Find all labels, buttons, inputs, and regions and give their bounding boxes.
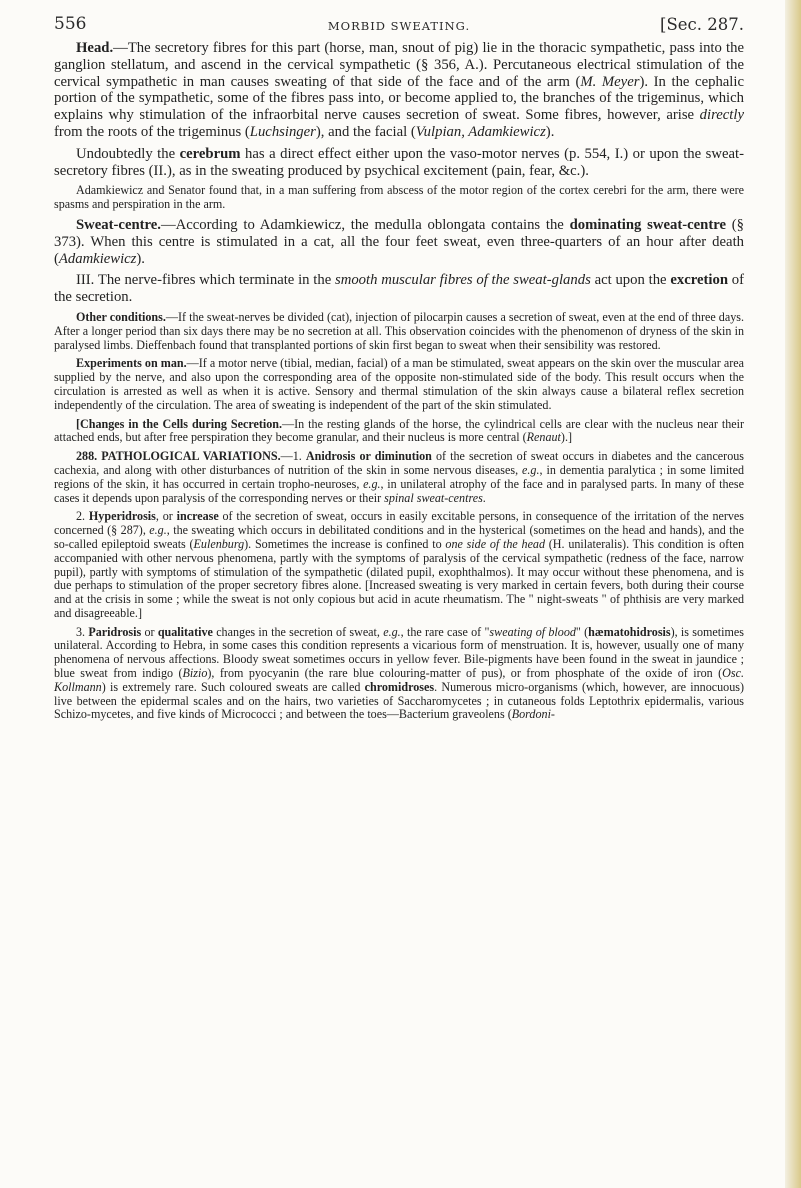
page-body [54,40,744,727]
bold-term: Anidrosis or diminution [305,449,432,464]
text-run: Undoubtedly the [76,145,180,162]
italic-term: Eulenburg [193,536,245,551]
italic-term: e.g. [363,476,381,491]
bold-term: cerebrum [179,145,241,162]
page-number: 556 [54,14,87,34]
bold-term: Sweat-centre. [76,216,161,233]
bold-term: Hyperidrosis [88,509,156,524]
text-run: act upon the [590,272,671,289]
bold-term: Paridrosis [88,624,142,639]
italic-term: Renaut [526,430,561,445]
text-run: of the secretion. [54,272,744,306]
text-run: . [482,490,486,505]
italic-term: Vulpian, Adamkiewicz [415,123,546,140]
italic-term: directly [699,107,744,124]
text-run: changes in the secretion of sweat, [212,624,384,639]
section-label: [Sec. 287. [660,15,744,34]
text-run: , in unilateral atrophy of the face and in paralysed parts. In many of these cases it depends upon paralysis of the corresponding nerves or their [54,476,744,505]
paragraph [54,272,744,306]
page-header [54,12,744,40]
bold-term: chromidroses [364,679,435,694]
text-run: ), and the facial ( [315,123,416,140]
italic-term: M. Meyer [580,73,640,90]
text-run: ). [545,123,555,140]
bold-term: 288. PATHOLOGICAL VARIATIONS. [76,449,281,464]
italic-term: Bizio [182,666,208,681]
text-run: —If the sweat-nerves be divided (cat), injection of pilocarpin causes a secretion of sweat, even at the end of three days. After a longer period than six days there may be no secretion at all. This observation coincides with the phenomenon of dryness of the skin in paralysed limbs. Dieffenbach found that transplanted portions of skin first began to sweat when their sensibility was restored. [54,309,744,352]
bold-term: Head. [76,40,114,56]
italic-term: sweating of blood [489,624,576,639]
text-run: 3. [76,624,89,639]
italic-term: Luchsinger [249,123,316,140]
text-run: —The secretory fibres for this part (horse, man, snout of pig) lie in the thoracic sympathetic, pass into the ganglion stellatum, and ascend in the cervical sympathetic (§ 356, A.). Percutaneous electrical stimulation of the cervical sympathetic in man causes sweating of that side of the face and of the arm ( [54,40,744,90]
text-run: ) is extremely rare. Such coloured sweats are called [101,679,365,694]
bold-term: excretion [670,272,728,289]
italic-term: one side of the head [445,536,546,551]
page-edge [785,0,801,1188]
text-run: or [141,624,158,639]
text-run: ), is sometimes unilateral. According to Hebra, in some cases this condition represents a vicarious form of menstruation. It is, however, usually one of many phenomena of nervous affections. Bloody sweat sometimes occurs in yellow fever. Bile-pigments have been found in the sweat in jaundice ; blue sweat from indigo ( [54,624,744,681]
text-run: . Numerous micro-organisms (which, however, are innocuous) live between the epidermal scales and on the hairs, two varieties of Saccharomycetes ; in cutaneous folds Leptothrix epidermalis, various Schizo-mycetes, and five kinds of Micrococci ; and between the toes—Bacterium graveolens ( [54,679,744,722]
italic-term: spinal sweat-centres [384,490,483,505]
paragraph [54,510,744,620]
italic-term: e.g. [149,523,167,538]
running-title: MORBID SWEATING. [327,19,471,33]
text-run: has a direct effect either upon the vaso-motor nerves (p. 554, I.) or upon the sweat-secretory fibres (II.), as in the sweating produced by psychical excitement (pain, fear, &c.). [54,145,744,179]
text-run: III. The nerve-fibres which terminate in the [76,272,336,289]
text-run: 2. [76,509,89,524]
italic-term: e.g. [383,624,401,639]
text-run: " ( [575,624,589,639]
bold-term: Other conditions. [76,309,166,324]
text-run: , or [155,509,177,524]
italic-term: e.g. [522,462,540,477]
bold-term: hæmatohidrosis [588,624,671,639]
text-run: ). [136,250,145,267]
text-run: Adamkiewicz and Senator found that, in a man suffering from abscess of the motor region of the cortex cerebri for the arm, there were spasms and perspiration in the arm. [54,183,744,212]
italic-term: Bordoni- [511,707,555,722]
text-run: —According to Adamkiewicz, the medulla oblongata contains the [160,216,570,233]
bold-term: [Changes in the Cells during Secretion. [76,416,283,431]
paragraph [54,626,744,723]
text-run: (H. unilateralis). This condition is often accompanied with other nervous phenomena, partly with the symptoms of paralysis of the cervical sympathetic (redness of the face, narrow pupil), partly with symptoms of stimulation of the sympathetic (dilated pupil, exophthalmos). It may occur without these phenomena, and is due perhaps to stimulation of the proper secretory fibres alone. [Increased sweating is very marked in certain fevers, both during their course and at the crisis in some ; while the sweat is not only copious but acid in acute rheumatism. The " night-sweats " of phthisis are very marked and disagreeable.] [54,536,744,620]
italic-term: Adamkiewicz [58,250,137,267]
text-run: —In the resting glands of the horse, the cylindrical cells are clear with the nucleus near their attached ends, but after free perspiration they become granular, and their nucleus is more central ( [54,416,745,445]
text-run: of the secretion of sweat, occurs in easily excitable persons, in consequence of the irritation of the nerves concerned (§ 287), [54,509,745,538]
text-run: from the roots of the trigeminus ( [54,123,250,140]
text-run: (§ 373). When this centre is stimulated in a cat, all the four feet sweat, even three-quarters of an hour after death ( [54,216,744,267]
text-run: ).] [560,430,572,445]
paragraph [54,311,744,352]
italic-term: smooth muscular fibres of the sweat-glands [335,272,591,289]
bold-term: increase [176,509,219,524]
paragraph [54,184,744,212]
text-run: , in dementia paralytica ; in some limited regions of the skin, it has occurred in certain tropho-neuroses, [54,462,744,491]
text-run: , the sweating which occurs in debilitated conditions and in the hysterical (sometimes on the head and hands), and the so-called epileptoid sweats ( [54,523,744,551]
paragraph [54,146,744,180]
text-run: —If a motor nerve (tibial, median, facial) of a man be stimulated, sweat appears on the skin over the muscular area supplied by the nerve, and also upon the corresponding area of the opposite non-stimulated side of the body. This result occurs when the circulation is arrested as well as when it is active. Sensory and thermal stimulation of the skin always cause a bilateral reflex secretion independently of the circulation. The area of sweating is independent of the part of the skin stimulated. [54,356,744,412]
paragraph [54,418,744,446]
text-run: ). Sometimes the increase is confined to [244,536,446,551]
text-run: ), from pyocyanin (the rare blue colouring-matter of pus), or from phosphate of the oxide of iron ( [207,666,723,681]
text-run: of the secretion of sweat occurs in diabetes and the cancerous cachexia, and along with other disturbances of nutrition of the skin in some nervous diseases, [54,449,745,477]
text-run: ). In the cephalic portion of the sympathetic, some of the fibres pass into, or become applied to, the branches of the trigeminus, which explains why stimulation of the infraorbital nerve causes secretion of sweat. Some fibres, however, arise [54,73,744,124]
text-run: —1. [280,449,306,464]
paragraph [54,217,744,267]
text-run: , the rare case of " [400,624,490,639]
bold-term: qualitative [157,624,213,639]
paragraph [54,40,744,141]
italic-term: Osc. Kollmann [54,666,745,694]
bold-term: dominating sweat-centre [569,216,726,233]
paragraph [54,357,744,412]
paragraph [54,450,744,505]
bold-term: Experiments on man. [76,356,187,371]
